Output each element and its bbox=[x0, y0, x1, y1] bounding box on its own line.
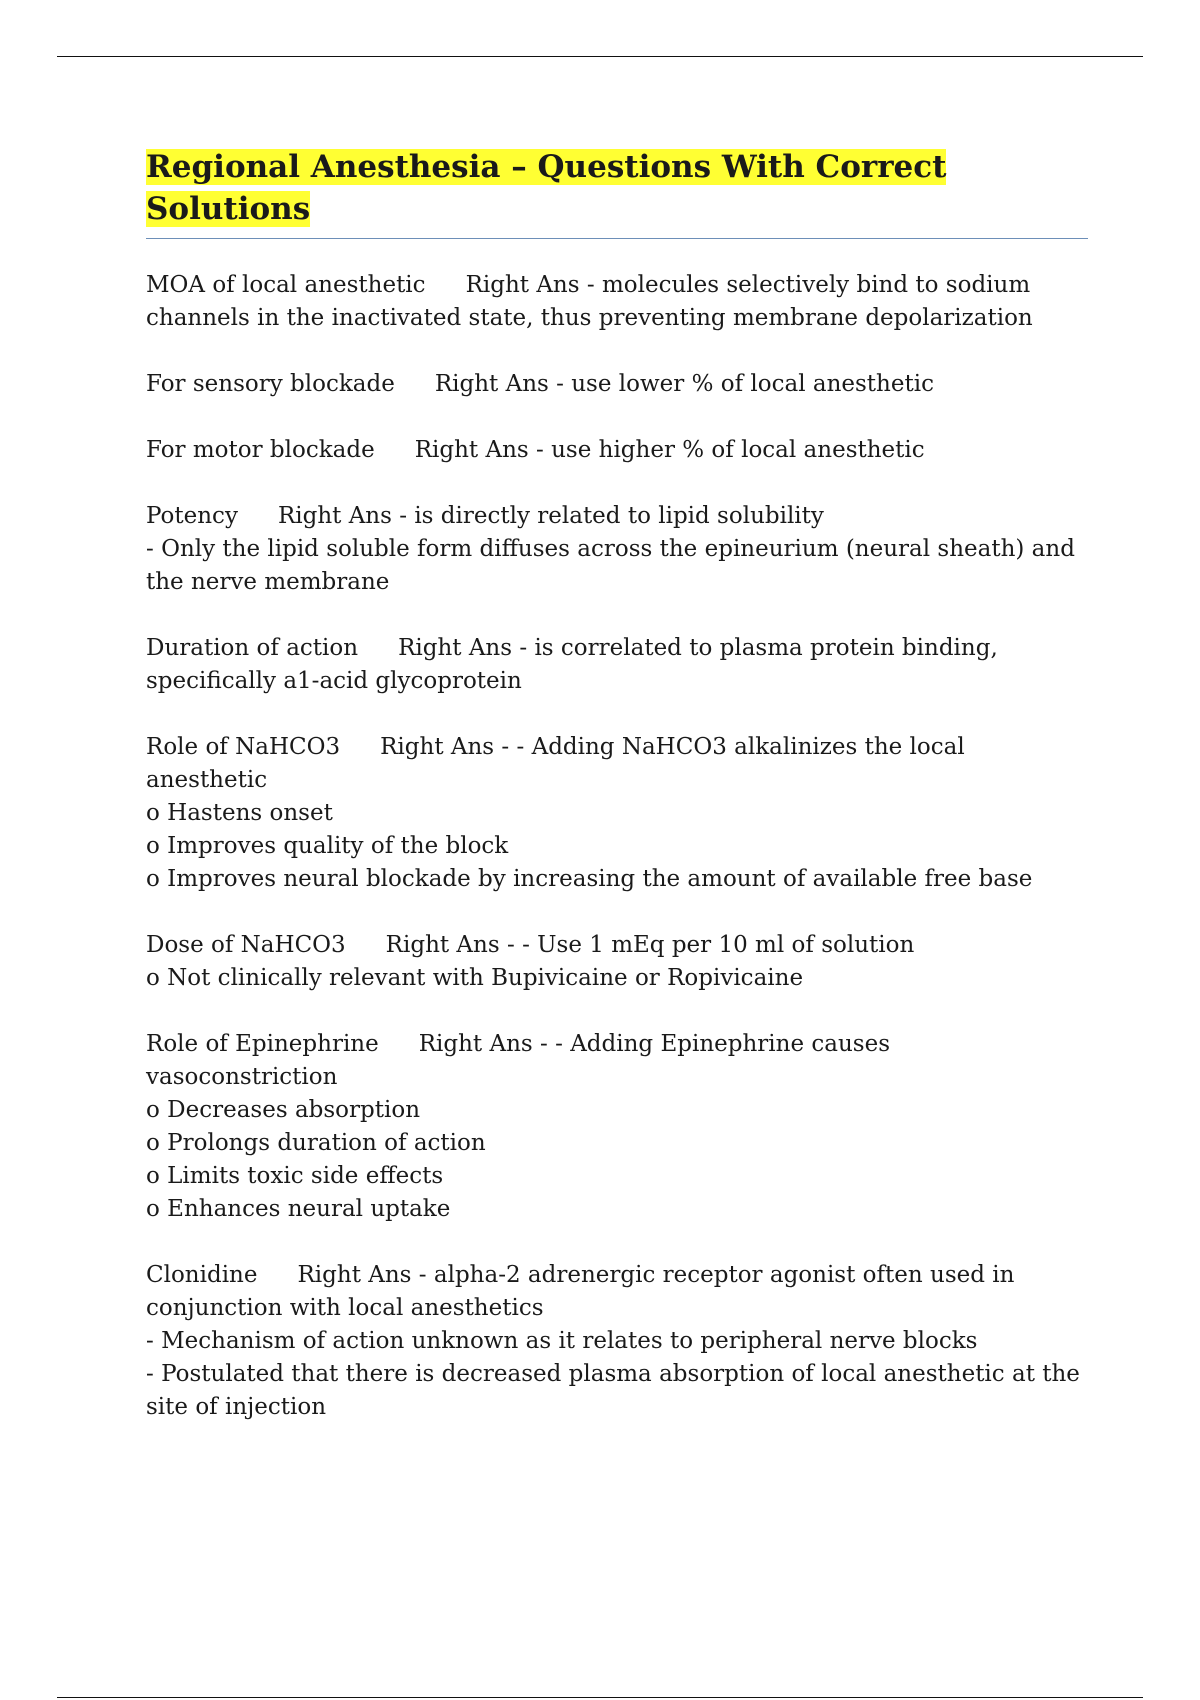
question-text: Potency bbox=[146, 503, 238, 529]
answer-text: use lower % of local anesthetic bbox=[571, 371, 934, 397]
answer-prefix: Right Ans - bbox=[434, 371, 572, 397]
answer-text: use higher % of local anesthetic bbox=[551, 437, 925, 463]
answer-text: is directly related to lipid solubility bbox=[414, 503, 824, 529]
question-text: For motor blockade bbox=[146, 437, 375, 463]
qa-item bbox=[146, 434, 1088, 467]
title-block bbox=[146, 146, 1088, 239]
answer-text: - Use 1 mEq per 10 ml of solution bbox=[522, 932, 915, 958]
answer-text: - Adding NaHCO3 alkalinizes the local anesthetic bbox=[146, 734, 965, 793]
question-text: MOA of local anesthetic bbox=[146, 272, 426, 298]
qa-item bbox=[146, 1259, 1088, 1424]
detail-line: o Hastens onset bbox=[146, 800, 333, 826]
answer-text: is correlated to plasma protein binding, specifically a1-acid glycoprotein bbox=[146, 635, 998, 694]
answer-prefix: Right Ans - bbox=[385, 932, 523, 958]
question-text: Role of Epinephrine bbox=[146, 1031, 379, 1057]
detail-line: o Not clinically relevant with Bupivicaine or Ropivicaine bbox=[146, 965, 804, 991]
question-text: Clonidine bbox=[146, 1262, 258, 1288]
question-text: For sensory blockade bbox=[146, 371, 395, 397]
answer-prefix: Right Ans - bbox=[380, 734, 517, 760]
question-text: Dose of NaHCO3 bbox=[146, 932, 346, 958]
answer-text: alpha-2 adrenergic receptor agonist often used in conjunction with local anesthetics bbox=[146, 1262, 1015, 1321]
answer-prefix: Right Ans - bbox=[414, 437, 552, 463]
detail-line: o Improves neural blockade by increasing the amount of available free base bbox=[146, 866, 1033, 892]
answer-prefix: Right Ans - bbox=[398, 635, 535, 661]
detail-line: o Decreases absorption bbox=[146, 1097, 421, 1123]
qa-item bbox=[146, 500, 1088, 599]
detail-line: o Limits toxic side effects bbox=[146, 1163, 444, 1189]
detail-line: o Improves quality of the block bbox=[146, 833, 509, 859]
qa-item bbox=[146, 929, 1088, 995]
page-title: Regional Anesthesia – Questions With Correct Solutions bbox=[146, 149, 947, 227]
page-bottom-rule bbox=[57, 1697, 1143, 1698]
detail-line: - Only the lipid soluble form diffuses across the epineurium (neural sheath) and the nerve membrane bbox=[146, 536, 1075, 595]
document-body bbox=[146, 146, 1088, 1457]
page-top-rule bbox=[57, 56, 1143, 57]
answer-prefix: Right Ans - bbox=[277, 503, 415, 529]
detail-line: o Enhances neural uptake bbox=[146, 1196, 451, 1222]
answer-text: - Adding Epinephrine causes vasoconstriction bbox=[146, 1031, 890, 1090]
question-text: Role of NaHCO3 bbox=[146, 734, 341, 760]
answer-prefix: Right Ans - bbox=[465, 272, 602, 298]
detail-line: - Postulated that there is decreased plasma absorption of local anesthetic at the site of injection bbox=[146, 1361, 1080, 1420]
qa-item bbox=[146, 1028, 1088, 1226]
qa-item bbox=[146, 368, 1088, 401]
answer-prefix: Right Ans - bbox=[297, 1262, 434, 1288]
detail-line: - Mechanism of action unknown as it relates to peripheral nerve blocks bbox=[146, 1328, 978, 1354]
detail-line: o Prolongs duration of action bbox=[146, 1130, 486, 1156]
qa-list bbox=[146, 269, 1088, 1424]
qa-item bbox=[146, 269, 1088, 335]
qa-item bbox=[146, 731, 1088, 896]
qa-item bbox=[146, 632, 1088, 698]
question-text: Duration of action bbox=[146, 635, 359, 661]
answer-text: molecules selectively bind to sodium channels in the inactivated state, thus preventing membrane depolarization bbox=[146, 272, 1033, 331]
answer-prefix: Right Ans - bbox=[418, 1031, 556, 1057]
